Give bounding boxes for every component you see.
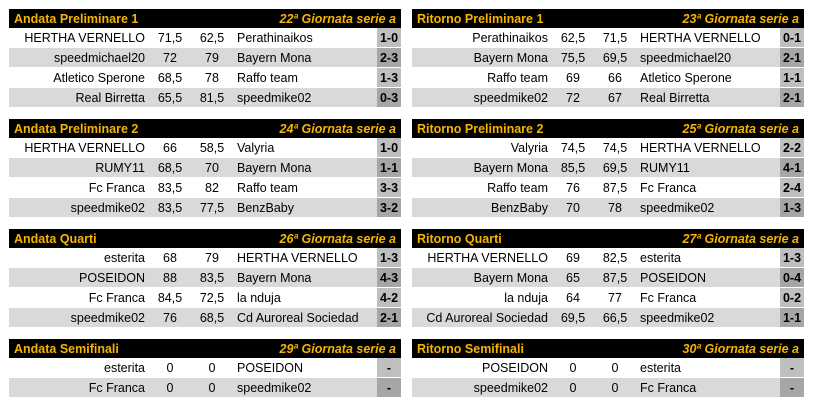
away-score: 81,5 bbox=[199, 90, 225, 105]
away-score: 74,5 bbox=[602, 140, 628, 155]
match-row bbox=[9, 88, 401, 108]
away-team: speedmichael20 bbox=[640, 50, 732, 65]
round-header bbox=[412, 339, 804, 358]
round-title: Andata Semifinali bbox=[14, 341, 119, 356]
match-result: 4-3 bbox=[377, 268, 401, 287]
away-team: Cd Auroreal Sociedad bbox=[237, 310, 359, 325]
match-result: 4-1 bbox=[780, 158, 804, 177]
away-score: 68,5 bbox=[199, 310, 225, 325]
away-team: Raffo team bbox=[237, 70, 298, 85]
home-team: Bayern Mona bbox=[473, 50, 548, 65]
home-score: 76 bbox=[163, 310, 177, 325]
home-team: la nduja bbox=[504, 290, 548, 305]
match-row bbox=[9, 48, 401, 68]
home-score: 69,5 bbox=[560, 310, 586, 325]
home-team: Fc Franca bbox=[88, 380, 145, 395]
home-score: 69 bbox=[566, 250, 580, 265]
match-result: 2-4 bbox=[780, 178, 804, 197]
home-score: 0 bbox=[569, 360, 577, 375]
away-score: 0 bbox=[611, 360, 619, 375]
away-team: Bayern Mona bbox=[237, 270, 312, 285]
round-header bbox=[9, 339, 401, 358]
away-team: HERTHA VERNELLO bbox=[640, 30, 761, 45]
home-score: 65 bbox=[566, 270, 580, 285]
match-result: 2-1 bbox=[780, 88, 804, 107]
match-result: 2-1 bbox=[377, 308, 401, 327]
match-result: 1-3 bbox=[377, 248, 401, 267]
away-team: RUMY11 bbox=[640, 160, 690, 175]
match-row bbox=[412, 358, 804, 378]
away-team: Bayern Mona bbox=[237, 160, 312, 175]
round-header bbox=[412, 119, 804, 138]
match-result: 1-1 bbox=[780, 308, 804, 327]
home-team: Real Birretta bbox=[75, 90, 145, 105]
match-row bbox=[412, 158, 804, 178]
away-team: speedmike02 bbox=[237, 90, 312, 105]
away-team: esterita bbox=[640, 360, 681, 375]
home-score: 65,5 bbox=[157, 90, 183, 105]
matchday-label: 24ª Giornata serie a bbox=[279, 121, 396, 136]
round-title: Ritorno Preliminare 2 bbox=[417, 121, 544, 136]
match-row bbox=[9, 378, 401, 398]
match-row bbox=[412, 288, 804, 308]
away-score: 69,5 bbox=[602, 50, 628, 65]
round-title: Ritorno Preliminare 1 bbox=[417, 11, 544, 26]
home-team: speedmike02 bbox=[473, 90, 548, 105]
home-team: Raffo team bbox=[487, 70, 548, 85]
away-score: 83,5 bbox=[199, 270, 225, 285]
match-result: 2-3 bbox=[377, 48, 401, 67]
match-row bbox=[412, 198, 804, 218]
match-result: 2-2 bbox=[780, 138, 804, 157]
round-block bbox=[9, 229, 401, 328]
home-score: 70 bbox=[566, 200, 580, 215]
round-title: Andata Preliminare 2 bbox=[14, 121, 139, 136]
match-row bbox=[412, 248, 804, 268]
match-result: 4-2 bbox=[377, 288, 401, 307]
home-team: esterita bbox=[104, 250, 145, 265]
home-score: 88 bbox=[163, 270, 177, 285]
away-score: 69,5 bbox=[602, 160, 628, 175]
home-team: Fc Franca bbox=[88, 290, 145, 305]
home-team: speedmike02 bbox=[70, 310, 145, 325]
match-row bbox=[412, 308, 804, 328]
match-row bbox=[9, 288, 401, 308]
match-result: 1-1 bbox=[377, 158, 401, 177]
match-row bbox=[9, 68, 401, 88]
match-row bbox=[412, 48, 804, 68]
match-row bbox=[9, 158, 401, 178]
match-result: - bbox=[377, 378, 401, 397]
round-header bbox=[412, 229, 804, 248]
match-row bbox=[9, 248, 401, 268]
matchday-label: 25ª Giornata serie a bbox=[682, 121, 799, 136]
home-score: 74,5 bbox=[560, 140, 586, 155]
match-row bbox=[9, 28, 401, 48]
match-row bbox=[9, 268, 401, 288]
away-score: 87,5 bbox=[602, 180, 628, 195]
home-team: HERTHA VERNELLO bbox=[24, 30, 145, 45]
home-team: Atletico Sperone bbox=[53, 70, 145, 85]
home-score: 69 bbox=[566, 70, 580, 85]
match-result: 2-1 bbox=[780, 48, 804, 67]
away-team: speedmike02 bbox=[640, 200, 715, 215]
match-result: 3-3 bbox=[377, 178, 401, 197]
home-team: HERTHA VERNELLO bbox=[24, 140, 145, 155]
round-block bbox=[412, 119, 804, 218]
home-team: POSEIDON bbox=[482, 360, 548, 375]
home-score: 72 bbox=[163, 50, 177, 65]
home-score: 85,5 bbox=[560, 160, 586, 175]
round-header bbox=[412, 9, 804, 28]
home-team: esterita bbox=[104, 360, 145, 375]
match-row bbox=[412, 138, 804, 158]
home-score: 0 bbox=[166, 380, 174, 395]
home-score: 72 bbox=[566, 90, 580, 105]
match-result: 3-2 bbox=[377, 198, 401, 217]
away-team: POSEIDON bbox=[237, 360, 303, 375]
matchday-label: 22ª Giornata serie a bbox=[279, 11, 396, 26]
away-team: Real Birretta bbox=[640, 90, 710, 105]
away-team: Valyria bbox=[237, 140, 275, 155]
match-result: - bbox=[780, 358, 804, 377]
match-result: 1-3 bbox=[377, 68, 401, 87]
matchday-label: 26ª Giornata serie a bbox=[279, 231, 396, 246]
away-team: Raffo team bbox=[237, 180, 298, 195]
home-score: 68,5 bbox=[157, 70, 183, 85]
match-row bbox=[9, 138, 401, 158]
round-title: Andata Preliminare 1 bbox=[14, 11, 139, 26]
away-score: 58,5 bbox=[199, 140, 225, 155]
home-score: 68,5 bbox=[157, 160, 183, 175]
match-row bbox=[412, 178, 804, 198]
home-team: Cd Auroreal Sociedad bbox=[426, 310, 548, 325]
away-team: POSEIDON bbox=[640, 270, 706, 285]
away-team: la nduja bbox=[237, 290, 281, 305]
away-score: 71,5 bbox=[602, 30, 628, 45]
home-team: speedmike02 bbox=[473, 380, 548, 395]
match-result: 1-1 bbox=[780, 68, 804, 87]
home-team: HERTHA VERNELLO bbox=[427, 250, 548, 265]
away-score: 0 bbox=[208, 380, 216, 395]
match-result: 0-1 bbox=[780, 28, 804, 47]
round-title: Ritorno Semifinali bbox=[417, 341, 524, 356]
round-block bbox=[9, 119, 401, 218]
match-result: 1-3 bbox=[780, 198, 804, 217]
away-team: HERTHA VERNELLO bbox=[237, 250, 358, 265]
away-team: Atletico Sperone bbox=[640, 70, 732, 85]
home-team: Valyria bbox=[510, 140, 548, 155]
match-result: 0-3 bbox=[377, 88, 401, 107]
away-score: 87,5 bbox=[602, 270, 628, 285]
home-team: speedmike02 bbox=[70, 200, 145, 215]
match-result: - bbox=[780, 378, 804, 397]
match-result: 1-0 bbox=[377, 138, 401, 157]
away-team: Fc Franca bbox=[640, 380, 697, 395]
home-score: 76 bbox=[566, 180, 580, 195]
round-header bbox=[9, 9, 401, 28]
round-block bbox=[412, 229, 804, 328]
round-title: Andata Quarti bbox=[14, 231, 97, 246]
home-score: 0 bbox=[166, 360, 174, 375]
away-team: Perathinaikos bbox=[237, 30, 313, 45]
home-team: BenzBaby bbox=[491, 200, 548, 215]
home-team: RUMY11 bbox=[95, 160, 145, 175]
away-score: 82 bbox=[205, 180, 219, 195]
home-score: 68 bbox=[163, 250, 177, 265]
away-team: BenzBaby bbox=[237, 200, 294, 215]
matchday-label: 23ª Giornata serie a bbox=[682, 11, 799, 26]
home-team: POSEIDON bbox=[79, 270, 145, 285]
round-block bbox=[412, 339, 804, 398]
home-team: Bayern Mona bbox=[473, 270, 548, 285]
away-score: 82,5 bbox=[602, 250, 628, 265]
home-team: Fc Franca bbox=[88, 180, 145, 195]
away-team: esterita bbox=[640, 250, 681, 265]
away-team: speedmike02 bbox=[640, 310, 715, 325]
away-score: 62,5 bbox=[199, 30, 225, 45]
matchday-label: 29ª Giornata serie a bbox=[279, 341, 396, 356]
match-row bbox=[412, 88, 804, 108]
home-team: Bayern Mona bbox=[473, 160, 548, 175]
home-score: 62,5 bbox=[560, 30, 586, 45]
away-score: 0 bbox=[611, 380, 619, 395]
away-team: Fc Franca bbox=[640, 180, 697, 195]
round-header bbox=[9, 119, 401, 138]
match-row bbox=[9, 358, 401, 378]
match-row bbox=[412, 378, 804, 398]
away-team: HERTHA VERNELLO bbox=[640, 140, 761, 155]
away-score: 77 bbox=[608, 290, 622, 305]
match-result: 1-3 bbox=[780, 248, 804, 267]
home-score: 71,5 bbox=[157, 30, 183, 45]
round-title: Ritorno Quarti bbox=[417, 231, 502, 246]
matchday-label: 27ª Giornata serie a bbox=[682, 231, 799, 246]
match-row bbox=[9, 308, 401, 328]
home-team: Perathinaikos bbox=[472, 30, 548, 45]
away-score: 66 bbox=[608, 70, 622, 85]
away-team: speedmike02 bbox=[237, 380, 312, 395]
match-row bbox=[9, 178, 401, 198]
home-team: speedmichael20 bbox=[53, 50, 145, 65]
match-row bbox=[412, 28, 804, 48]
away-score: 79 bbox=[205, 250, 219, 265]
match-row bbox=[412, 68, 804, 88]
away-team: Bayern Mona bbox=[237, 50, 312, 65]
match-result: - bbox=[377, 358, 401, 377]
away-score: 79 bbox=[205, 50, 219, 65]
home-score: 83,5 bbox=[157, 200, 183, 215]
home-score: 84,5 bbox=[157, 290, 183, 305]
away-team: Fc Franca bbox=[640, 290, 697, 305]
home-score: 83,5 bbox=[157, 180, 183, 195]
away-score: 0 bbox=[208, 360, 216, 375]
away-score: 78 bbox=[205, 70, 219, 85]
away-score: 70 bbox=[205, 160, 219, 175]
away-score: 72,5 bbox=[199, 290, 225, 305]
matchday-label: 30ª Giornata serie a bbox=[682, 341, 799, 356]
match-result: 0-2 bbox=[780, 288, 804, 307]
home-score: 66 bbox=[163, 140, 177, 155]
away-score: 78 bbox=[608, 200, 622, 215]
match-result: 0-4 bbox=[780, 268, 804, 287]
match-result: 1-0 bbox=[377, 28, 401, 47]
match-row bbox=[9, 198, 401, 218]
round-block bbox=[9, 339, 401, 398]
home-score: 0 bbox=[569, 380, 577, 395]
round-block bbox=[9, 9, 401, 108]
round-block bbox=[412, 9, 804, 108]
away-score: 77,5 bbox=[199, 200, 225, 215]
away-score: 67 bbox=[608, 90, 622, 105]
home-score: 75,5 bbox=[560, 50, 586, 65]
round-header bbox=[9, 229, 401, 248]
home-score: 64 bbox=[566, 290, 580, 305]
away-score: 66,5 bbox=[602, 310, 628, 325]
match-row bbox=[412, 268, 804, 288]
home-team: Raffo team bbox=[487, 180, 548, 195]
